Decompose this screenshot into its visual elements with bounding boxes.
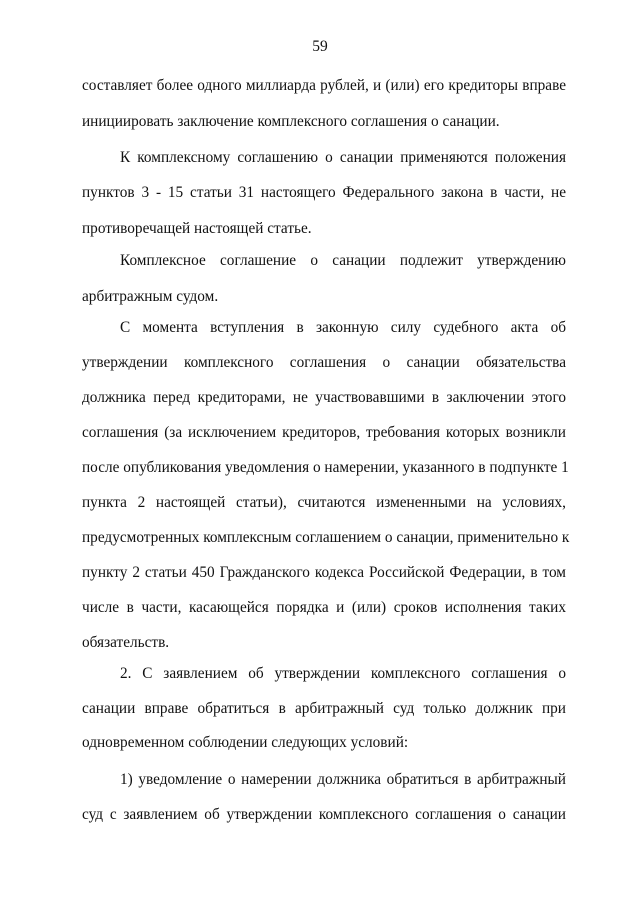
- text-line: после опубликования уведомления о намерении, указанного в подпункте 1: [82, 459, 569, 476]
- text-line: числе в части, касающейся порядка и (или) сроков исполнения таких: [82, 599, 566, 616]
- text-line: предусмотренных комплексным соглашением о санации, применительно к: [82, 529, 570, 546]
- text-line: 1) уведомление о намерении должника обратиться в арбитражный: [120, 771, 566, 788]
- text-line: пунктов 3 - 15 статьи 31 настоящего Федерального закона в части, не: [82, 184, 566, 201]
- text-line: должника перед кредиторами, не участвовавшими в заключении этого: [82, 389, 566, 406]
- text-line: санации вправе обратиться в арбитражный суд только должник при: [82, 700, 566, 717]
- page-number: 59: [312, 38, 328, 55]
- text-line: арбитражным судом.: [82, 288, 219, 305]
- text-line: противоречащей настоящей статье.: [82, 220, 312, 237]
- text-line: одновременном соблюдении следующих условий:: [82, 734, 409, 751]
- text-line: соглашения (за исключением кредиторов, требования которых возникли: [82, 424, 566, 441]
- text-line: утверждении комплексного соглашения о санации обязательства: [82, 354, 566, 371]
- text-line: составляет более одного миллиарда рублей, и (или) его кредиторы вправе: [82, 77, 566, 94]
- text-line: пункту 2 статьи 450 Гражданского кодекса Российской Федерации, в том: [82, 564, 566, 581]
- text-line: суд с заявлением об утверждении комплексного соглашения о санации: [82, 806, 566, 823]
- text-line: 2. С заявлением об утверждении комплексного соглашения о: [120, 665, 566, 682]
- text-line: С момента вступления в законную силу судебного акта об: [120, 319, 566, 336]
- text-line: К комплексному соглашению о санации применяются положения: [120, 149, 566, 166]
- text-line: пункта 2 настоящей статьи), считаются измененными на условиях,: [82, 494, 566, 511]
- text-line: Комплексное соглашение о санации подлежит утверждению: [120, 252, 566, 269]
- text-line: обязательств.: [82, 634, 170, 651]
- text-line: инициировать заключение комплексного соглашения о санации.: [82, 113, 500, 130]
